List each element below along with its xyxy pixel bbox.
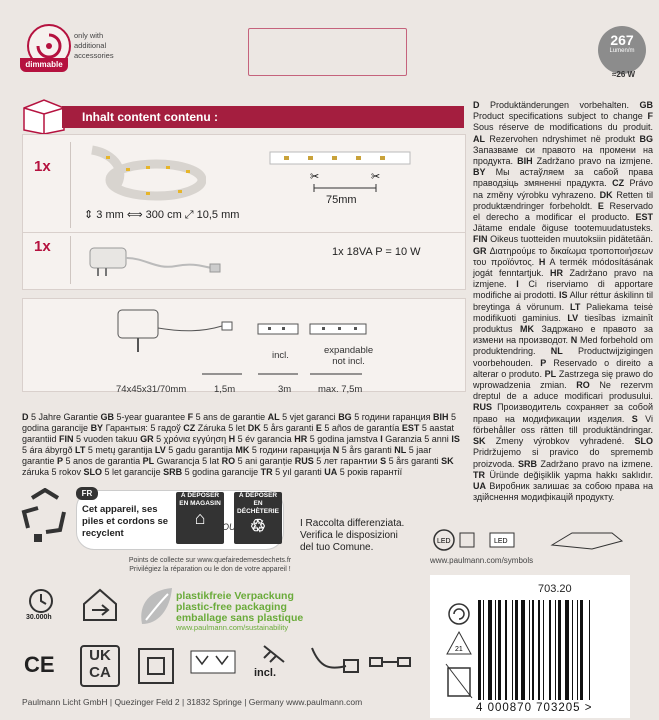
barcode-bar <box>498 600 501 700</box>
lang-code: N <box>570 335 578 346</box>
lang-code: F <box>187 412 194 422</box>
or-label: OU <box>222 522 236 532</box>
lang-code: EST <box>401 423 420 433</box>
lang-code: GR <box>473 245 487 256</box>
barcode-bar <box>515 600 518 700</box>
lang-text: 5 gadu garantija <box>165 445 236 455</box>
lang-code: P <box>57 456 64 466</box>
drop-dump-badge: À DÉPOSER EN DÉCHÈTERIE ♲ <box>234 492 282 544</box>
lang-text: Гарантыя: 5 гадоў <box>103 423 184 433</box>
lang-code: MK <box>235 445 250 455</box>
ukca-mark: UK CA <box>80 645 120 687</box>
max-length: max. 7,5m <box>318 384 363 395</box>
barcode-bar <box>478 600 481 700</box>
lang-text: Jätame endale õiguse tootemuudatusteks. <box>473 223 653 234</box>
lang-code: S <box>631 413 638 424</box>
drop-store-badge: À DÉPOSER EN MAGASIN ⌂ <box>176 492 224 544</box>
lang-code: CZ <box>183 423 196 433</box>
barcode-bar <box>532 600 533 700</box>
lang-text: záruka 5 rokov <box>22 467 84 477</box>
lang-text: Виробник залишає за собою права на здійснення модифікацій продукту. <box>473 480 653 503</box>
lang-text: 5 години гаранция <box>351 412 433 422</box>
lang-text: Vi förbehåller oss rätten till produktändringar. <box>473 413 653 435</box>
barcode-bar <box>483 600 484 700</box>
lang-code: GB <box>639 100 653 110</box>
incl-label: incl. <box>272 350 289 361</box>
lang-text: Reservado el derecho a modificar el producto. <box>473 200 653 223</box>
strip-dimensions: ⇕ 3 mm ⟺ 300 cm ⤢ 10,5 mm <box>84 209 240 221</box>
lumen-badge: 267 Lumen/m <box>598 26 646 74</box>
barcode-bar <box>558 600 561 700</box>
lang-code: LV <box>567 312 579 323</box>
lang-code: PL <box>142 456 155 466</box>
sustainability-url[interactable]: www.paulmann.com/sustainability <box>176 623 289 632</box>
barcode-bar <box>512 600 513 700</box>
row-divider <box>70 142 71 228</box>
barcode-bars <box>478 600 626 700</box>
lang-text: Мы астаўляем за сабой права праводзіць змяненні прадукта. <box>473 167 653 189</box>
lang-code: BY <box>473 167 486 178</box>
lang-text: 5 metų garantija <box>85 445 155 455</box>
led-reel-image <box>86 142 206 209</box>
lang-code: P <box>540 357 547 368</box>
lang-text: 5 години гаранција <box>249 445 333 455</box>
lang-code: I <box>516 279 519 290</box>
lang-code: N <box>332 445 340 455</box>
power-adapter-image <box>86 240 226 289</box>
lang-text: Reservado o direito a alterar o produto. <box>473 357 653 379</box>
barcode-bar <box>543 600 544 700</box>
adapter-spec: 1x 18VA P = 10 W <box>332 246 421 258</box>
lang-code: NL <box>394 445 407 455</box>
lang-text: Garanzia 5 anni <box>382 434 452 444</box>
lang-text: Med forbehold om produktendring. <box>473 335 654 357</box>
lang-text: Rezervohen ndryshimet në produkt <box>485 133 640 144</box>
lang-code: SRB <box>518 458 538 469</box>
lang-text: Záruka 5 let <box>195 423 248 433</box>
lang-text: Üründe değişiklik yapma hakkı saklıdır. <box>485 469 653 480</box>
lang-text: A termék módosításának jogát fenntartjuk. <box>473 256 653 279</box>
length-2: 3m <box>278 384 292 395</box>
svg-text:21: 21 <box>455 646 463 653</box>
lang-text: Sous réserve de modifications du produit. <box>473 122 653 133</box>
lang-code: MK <box>519 324 534 335</box>
barcode-bar <box>549 600 550 700</box>
barcode-bar <box>577 600 578 700</box>
expandable-label: expandable not incl. <box>324 345 374 367</box>
lang-code: H <box>228 434 236 444</box>
fr-recycle-text: Cet appareil, ses piles et cordons se recyclent <box>82 504 169 539</box>
lang-text: Pridržujemo si pravico do sprememb proizvoda. <box>473 447 653 469</box>
lang-code: BIH <box>517 156 533 167</box>
lang-text: Paliekama teisė modifikuoti gaminius. <box>473 301 653 323</box>
adapter-cable-icon <box>310 644 360 683</box>
lang-text: 5 jaar garantie <box>22 445 432 466</box>
lang-text: 5 anos de garantia <box>63 456 143 466</box>
lang-code: RUS <box>473 402 493 413</box>
lang-text: 5 лет гарантии <box>313 456 381 466</box>
lang-code: PL <box>544 368 557 379</box>
lang-code: FIN <box>473 234 488 245</box>
lang-code: BG <box>338 412 352 422</box>
lang-code: UA <box>473 480 486 491</box>
furniture-mount-icon <box>190 650 236 679</box>
lang-text: 5 ani garanție <box>235 456 295 466</box>
lang-code: UA <box>324 467 338 477</box>
lang-code: DK <box>247 423 261 433</box>
lang-code: RO <box>576 380 590 391</box>
lang-code: HR <box>550 268 564 279</box>
box-icon <box>22 98 66 134</box>
lang-text: 5 років гарантії <box>337 467 403 477</box>
lang-code: RUS <box>294 456 314 466</box>
barcode-number: 4 000870 703205 > <box>476 702 593 714</box>
lang-text: Ci riserviamo di apportare modifiche ai prodotti. <box>473 279 653 301</box>
lang-text: 5 ans de garantie <box>193 412 268 422</box>
lang-code: GB <box>100 412 115 422</box>
barcode-bar <box>565 600 569 700</box>
svg-text:LED: LED <box>437 538 451 545</box>
lang-text: Zadržano pravo na izmjene. <box>473 268 654 290</box>
lang-code: CZ <box>612 178 625 189</box>
lang-text: 5 év garancia <box>235 434 295 444</box>
length-1: 1,5m <box>214 384 236 395</box>
lang-text: 5 años de garantía <box>321 423 402 433</box>
lang-code: E <box>315 423 322 433</box>
lang-text: Právo na změny výrobku vyhrazeno. <box>473 178 653 200</box>
lang-text: 5 let garancije <box>102 467 164 477</box>
lang-code: HR <box>294 434 308 444</box>
barcode-bar <box>589 600 590 700</box>
lang-text: Διατηρούμε το δικαίωμα τροποποιήσεων του προϊόντος. <box>473 245 653 267</box>
lang-text: Productwijzigingen voorbehouden. <box>473 346 653 368</box>
lang-text: Производитель сохраняет за собой право на модификации изделия. <box>473 402 653 424</box>
lang-text: Zastrzega się prawo do wprowadzenia zmian. <box>473 368 653 391</box>
qty-adapter: 1x <box>34 238 51 255</box>
barcode-bar <box>529 600 530 700</box>
lang-text: 5 aastat garantiid <box>22 423 454 444</box>
plastic-free-text: plastikfreie Verpackung plastic-free packaging emballage sans plastique <box>176 590 304 624</box>
svg-text:LED: LED <box>494 538 508 545</box>
barcode-bar <box>555 600 556 700</box>
lang-text: Запазваме си правото на промени на продукта. <box>473 144 653 167</box>
barcode-bar <box>521 600 525 700</box>
lifetime-hours: 30.000h <box>26 614 52 621</box>
lang-code: SK <box>441 456 454 466</box>
lang-code: TR <box>473 469 485 480</box>
lang-text: 5 års garanti <box>260 423 316 433</box>
eco-icons <box>444 602 474 707</box>
lang-code: LT <box>570 301 581 312</box>
barcode-bar <box>495 600 496 700</box>
lang-code: GR <box>140 434 154 444</box>
barcode-bar <box>505 600 506 700</box>
lang-code: EST <box>635 212 653 223</box>
lang-text: 5-year guarantee <box>114 412 188 422</box>
barcode-bar <box>488 600 492 700</box>
barcode-bar <box>580 600 583 700</box>
lang-text: 5 χρόνια εγγύηση <box>153 434 229 444</box>
adapter-dims: 74x45x31/70mm <box>116 384 187 395</box>
watt-label: ≈26 W <box>612 70 636 79</box>
lang-code: FIN <box>59 434 74 444</box>
lang-text: 5 års garanti <box>386 456 442 466</box>
svg-text:✂: ✂ <box>371 171 381 183</box>
dimmable-note: only with additional accessories <box>74 31 114 60</box>
lang-code: BG <box>639 133 653 144</box>
lang-text: Задржано е правото за измени на производот. <box>473 324 653 346</box>
svg-text:✂: ✂ <box>310 171 320 183</box>
lang-text: 5 ára ábyrgð <box>22 445 76 455</box>
row-divider <box>70 236 71 284</box>
lang-text: Ne rezervm dreptul de a aduce modificari produsului. <box>473 380 653 402</box>
lang-code: BIH <box>433 412 449 422</box>
barcode-bar <box>538 600 541 700</box>
lang-code: RO <box>221 456 236 466</box>
lang-text: Allur réttur áskilinn til breytinga á vörunum. <box>473 290 654 312</box>
lang-code: IS <box>451 434 460 444</box>
cut-length: 75mm <box>326 194 357 206</box>
product-code: 703.20 <box>538 583 572 595</box>
lang-code: S <box>380 456 387 466</box>
lang-text: Produktänderungen vorbehalten. <box>479 100 640 110</box>
lang-code: SLO <box>83 467 103 477</box>
lang-text: 5 vjet garanci <box>279 412 339 422</box>
class-ii-icon <box>138 648 174 684</box>
label-frame <box>248 28 407 76</box>
lang-text: 5 års garanti <box>339 445 395 455</box>
lang-text: 5 godina jamstva <box>307 434 381 444</box>
collection-points: Points de collecte sur www.quefairedemesdechets.fr Privilégiez la réparation ou le don de votre appareil ! <box>128 557 292 573</box>
barcode-bar <box>572 600 573 700</box>
lang-code: BY <box>90 423 104 433</box>
lang-code: TR <box>260 467 273 477</box>
plastic-free-leaf-icon <box>136 584 176 635</box>
lang-text: Zadržano pravo na izmene. <box>537 458 654 469</box>
lang-code: H <box>538 256 546 267</box>
lang-text: Zadržano pravo na izmjene. <box>532 156 653 167</box>
lang-text: Retten til produktændringer forbeholdt. <box>473 189 653 211</box>
lang-code: I <box>380 434 383 444</box>
lang-code: SRB <box>163 467 183 477</box>
connector-icon <box>368 652 412 677</box>
lang-code: F <box>647 111 653 122</box>
symbols-url[interactable]: www.paulmann.com/symbols <box>430 556 534 565</box>
ce-mark: CE <box>24 652 55 677</box>
lang-code: LT <box>75 445 86 455</box>
led-symbols-icon <box>432 527 632 558</box>
recycle-icon <box>20 488 70 549</box>
lang-text: 5 Jahre Garantie <box>28 412 101 422</box>
disclaimer-text <box>473 100 653 503</box>
lang-code: SK <box>473 436 486 447</box>
lang-code: D <box>473 100 480 110</box>
qty-strip: 1x <box>34 158 51 175</box>
incl-label: incl. <box>254 667 277 679</box>
lang-code: DK <box>599 189 613 200</box>
lang-code: LV <box>154 445 166 455</box>
lang-text: Zmeny výrobkov vyhradené. <box>485 436 635 447</box>
lang-text: Oikeus tuotteiden muutoksiin pidätetään. <box>487 234 653 245</box>
lang-text: 5 vuoden takuu <box>73 434 141 444</box>
lang-text: 5 yıl garanti <box>272 467 325 477</box>
lang-text: 5 godina garancije <box>182 467 261 477</box>
company-footer: Paulmann Licht GmbH | Quezinger Feld 2 | 31832 Springe | Germany www.paulmann.com <box>22 697 363 707</box>
lang-code: SLO <box>634 436 653 447</box>
lang-text: Gwarancja 5 lat <box>154 456 222 466</box>
lang-code: E <box>597 200 604 211</box>
dimmable-label: dimmable <box>20 58 68 72</box>
lang-code: AL <box>473 133 485 144</box>
italy-recycle-note: I Raccolta differenziata. Verifica le disposizioni del tuo Comune. <box>300 518 405 553</box>
lang-code: NL <box>550 346 563 357</box>
lang-code: D <box>22 412 29 422</box>
guarantee-text <box>22 412 466 478</box>
contents-header: Inhalt content contenu : <box>62 106 464 128</box>
lang-text: Product specifications subject to change <box>473 111 648 122</box>
house-arrows-icon <box>80 586 120 629</box>
lang-text: tiesības izmainīt produktus <box>473 312 653 335</box>
fr-tag: FR <box>76 487 98 500</box>
lang-code: AL <box>267 412 280 422</box>
lang-text: 5 godina garancije <box>22 412 457 433</box>
lang-code: IS <box>558 290 568 301</box>
